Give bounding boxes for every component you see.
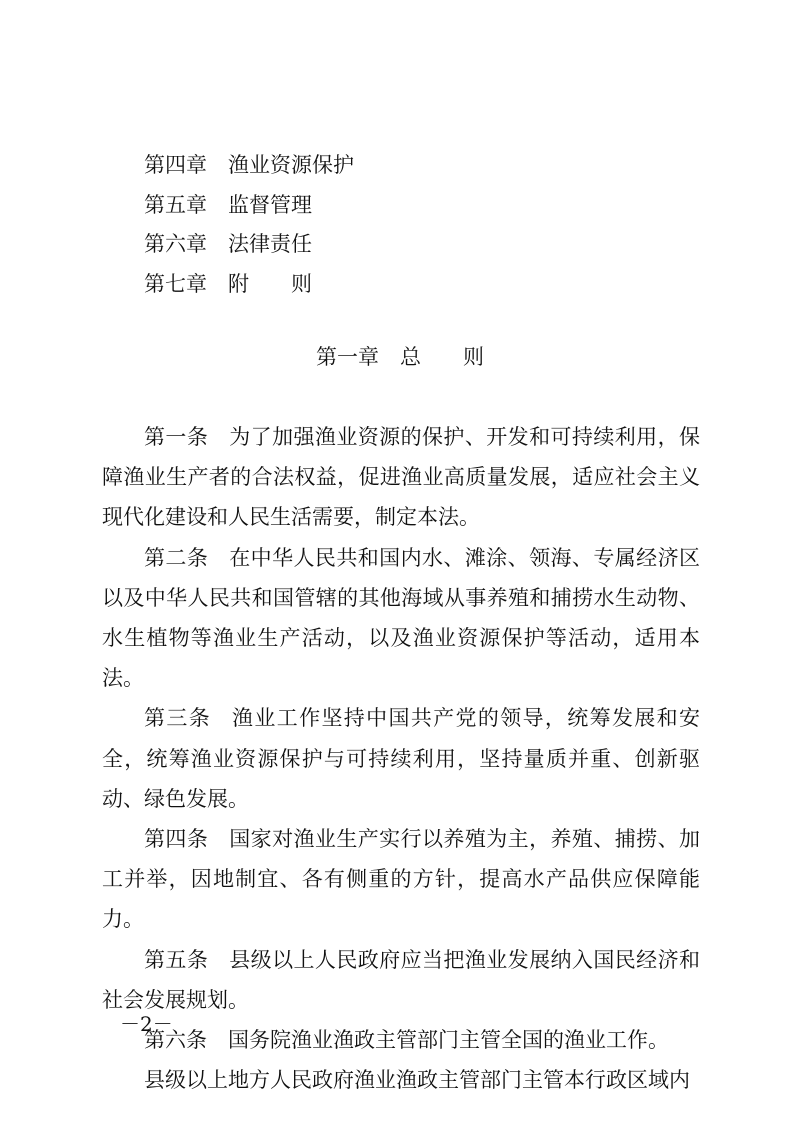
article-text: 国务院渔业渔政主管部门主管全国的渔业工作。	[228, 1028, 669, 1053]
article-text: 在中华人民共和国内水、滩涂、领海、专属经济区以及中华人民共和国管辖的其他海域从事养殖和捕捞水生动物、水生植物等渔业生产活动，以及渔业资源保护等活动，适用本法。	[102, 545, 700, 691]
article-paragraph	[102, 819, 700, 940]
article-paragraph-continued	[102, 1060, 700, 1100]
toc-chapter-title: 附则	[228, 271, 354, 296]
article-text: 为了加强渔业资源的保护、开发和可持续利用，保障渔业生产者的合法权益，促进渔业高质量发展，适应社会主义现代化建设和人民生活需要，制定本法。	[102, 425, 700, 530]
toc-entry	[144, 186, 544, 226]
toc-chapter-number: 第六章	[144, 232, 207, 256]
table-of-contents	[144, 146, 544, 304]
toc-chapter-title: 渔业资源保护	[228, 153, 354, 177]
article-paragraph	[102, 698, 700, 819]
toc-chapter-title: 监督管理	[228, 192, 312, 217]
article-label: 第二条	[144, 545, 209, 570]
article-text: 渔业工作坚持中国共产党的领导，统筹发展和安全，统筹渔业资源保护与可持续利用，坚持量质并重、创新驱动、绿色发展。	[102, 706, 701, 811]
article-label: 第五条	[144, 947, 209, 972]
chapter-number: 第一章	[316, 345, 379, 369]
toc-entry	[144, 265, 544, 305]
toc-chapter-number: 第四章	[144, 153, 207, 177]
article-paragraph	[102, 1020, 700, 1060]
article-paragraph	[102, 417, 700, 538]
article-label: 第六条	[144, 1028, 207, 1053]
toc-chapter-number: 第五章	[144, 192, 207, 217]
articles-body	[102, 417, 700, 1100]
chapter-title: 总则	[400, 345, 526, 369]
chapter-heading	[0, 337, 800, 377]
article-label: 第一条	[144, 425, 209, 449]
article-paragraph	[102, 538, 700, 699]
article-text: 县级以上人民政府应当把渔业发展纳入国民经济和社会发展规划。	[102, 947, 700, 1012]
article-text: 国家对渔业生产实行以养殖为主，养殖、捕捞、加工并举，因地制宜、各有侧重的方针，提高水产品供应保障能力。	[102, 827, 700, 932]
article-label: 第三条	[144, 706, 212, 731]
article-label: 第四条	[144, 827, 209, 852]
toc-chapter-title: 法律责任	[228, 232, 312, 256]
article-paragraph	[102, 940, 700, 1020]
article-text: 县级以上地方人民政府渔业渔政主管部门主管本行政区域内	[144, 1068, 690, 1093]
toc-chapter-number: 第七章	[144, 271, 207, 296]
toc-entry	[144, 146, 544, 186]
toc-entry	[144, 225, 544, 265]
page-number: －2－	[120, 1012, 173, 1036]
